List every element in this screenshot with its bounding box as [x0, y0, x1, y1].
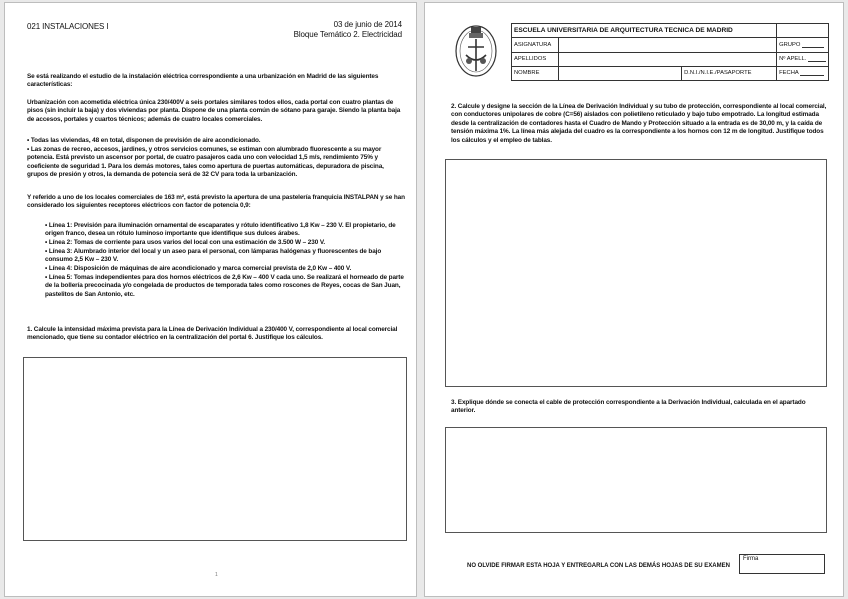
bullet-dwellings: • Todas las viviendas, 48 en total, disponen de previsión de aire acondicionado.	[27, 137, 261, 144]
name-label: NOMBRE	[512, 66, 559, 80]
id-cell[interactable]	[682, 66, 777, 80]
answer-box-1[interactable]	[23, 357, 407, 541]
question-1: 1. Calcule la intensidad máxima prevista para la Línea de Derivación Individual a 230/400 V, correspondiente al local comercial mencionado, que tiene su contador eléctrico en la centralización del portal 6. Justifique los cálculos.	[27, 326, 398, 342]
group-cell[interactable]	[777, 38, 829, 52]
exam-date-block	[294, 20, 402, 40]
surname-field[interactable]	[559, 52, 777, 66]
id-label: D.N.I./N.I.E./PASAPORTE	[684, 70, 752, 77]
surname-label: APELLIDOS	[512, 52, 559, 66]
line-4-text: • Línea 4: Disposición de máquinas de aire acondicionado y marca comercial prevista de 2,0 Kw – 400 V.	[45, 265, 352, 272]
bullet-common-services: • Las zonas de recreo, accesos, jardines, y otros servicios comunes, se estiman con alumbrado fluorescente a su mayor potencia. Está previsto un ascensor por portal, de cuatro pasajeros cada uno con velocidad 1,5 m/s, rendimiento 75% y coeficiente de seguridad 1. Para los demás motores, tales como apertura de puertas automáticas, depuradora de piscina, grupos de presión y otros, la demanda de potencia será de 32 CV para toda la urbanización.	[27, 146, 384, 179]
course-code: 021 INSTALACIONES I	[27, 22, 109, 31]
signature-box[interactable]	[739, 554, 825, 574]
student-info-table	[511, 23, 829, 81]
local-description: Y referido a uno de los locales comerciales de 163 m², está previsto la apertura de una pastelería franquicia INSTALPAN y se han considerado los siguientes receptores eléctricos con factor de potencia 0,9:	[27, 194, 405, 210]
footer-reminder: NO OLVIDE FIRMAR ESTA HOJA Y ENTREGARLA CON LAS DEMÁS HOJAS DE SU EXAMEN	[467, 563, 730, 569]
surname-number-cell[interactable]	[777, 52, 829, 66]
thematic-block: Bloque Temático 2. Electricidad	[293, 30, 402, 39]
date-label: FECHA	[779, 70, 799, 77]
subject-field[interactable]	[559, 38, 777, 52]
subject-label: ASIGNATURA	[512, 38, 559, 52]
line-5-text: • Línea 5: Tomas independientes para dos hornos eléctricos de 2,6 Kw – 400 V cada uno. Se realizará el horneado de parte de la bollería precocinada y/o congelada de productos de temporada tales como roscones de Reyes, cocas de San Juan, pastelitos de San Antonio, etc.	[45, 274, 404, 298]
page-number: 1	[215, 572, 218, 578]
exam-page-right	[424, 2, 844, 597]
answer-box-2[interactable]	[445, 159, 827, 387]
blank-cell	[777, 24, 829, 38]
exam-date: 03 de junio de 2014	[333, 20, 402, 29]
signature-label: Firma	[743, 556, 759, 562]
exam-page-left	[4, 2, 417, 597]
intro-text: Se está realizando el estudio de la instalación eléctrica correspondiente a una urbanización en Madrid de las siguientes características:	[27, 73, 379, 89]
date-cell[interactable]	[777, 66, 829, 80]
line-3-text: • Línea 3: Alumbrado interior del local y un aseo para el personal, con lámparas halógenas y fluorescentes de bajo consumo 2,5 Kw – 230 V.	[45, 248, 382, 264]
answer-box-3[interactable]	[445, 427, 827, 533]
surname-number-label: Nº APELL.	[779, 56, 807, 63]
school-seal-icon	[451, 21, 501, 79]
name-field[interactable]	[559, 66, 682, 80]
line-2-text: • Línea 2: Tomas de corriente para usos varios del local con una estimación de 3.500 W – 230 V.	[45, 239, 326, 246]
description-paragraph: Urbanización con acometida eléctrica única 230/400V a seis portales similares todos ellos, cada portal con cuatro plantas de pisos (sin incluir la baja) y dos viviendas por planta. Dispone de una planta común de sótano para garaje. Siendo la planta baja de accesos, portales y cuartos técnicos; además de cuatro locales comerciales.	[27, 99, 401, 123]
line-1-text: • Línea 1: Previsión para iluminación ornamental de escaparates y rótulo identificativo 1,8 Kw – 230 V. El propietario, de origen franco, desea un rótulo luminoso importante que identifique sus dulces árabes.	[45, 222, 396, 238]
school-name: ESCUELA UNIVERSITARIA DE ARQUITECTURA TECNICA DE MADRID	[512, 24, 777, 38]
group-label: GRUPO	[779, 41, 801, 48]
question-2: 2. Calcule y designe la sección de la Línea de Derivación Individual y su tubo de protección, correspondiente al local comercial, con conductores unipolares de cobre (C=56) aislados con polietileno reticulado y bajo tubo empotrado. La longitud estimada desde la centralización de contadores hasta el Cuadro de Mando y Protección situado a la entrada es de 30,00 m, y la caída de tensión máxima 1%. La línea más alejada del cuadro es la correspondiente a los hornos con 12 m de longitud. Justifique todos los cálculos y el empleo de tablas.	[451, 103, 827, 144]
question-3: 3. Explique dónde se conecta el cable de protección correspondiente a la Derivación Individual, calculada en el apartado anterior.	[451, 399, 806, 415]
